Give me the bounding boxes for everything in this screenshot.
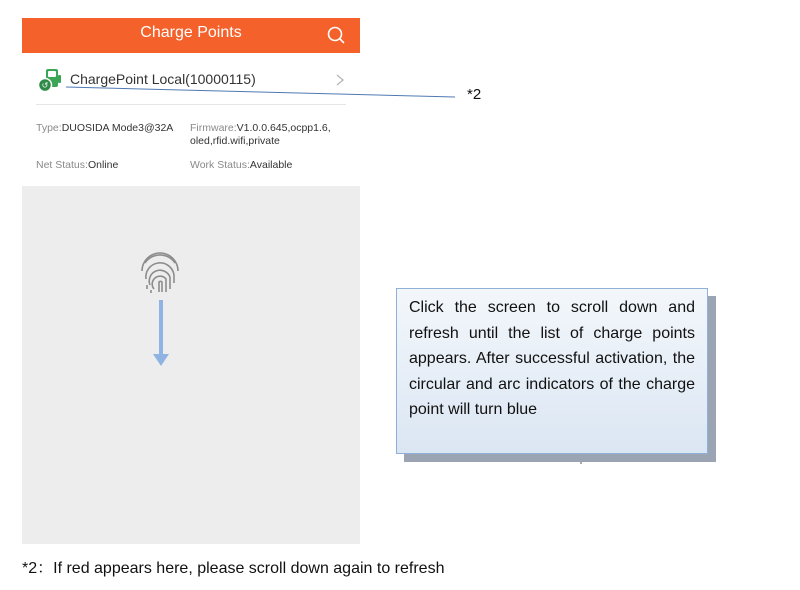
type-info bbox=[36, 122, 173, 135]
instruction-note: Click the screen to scroll down and refresh until the list of charge points appears. After successful activation, the circular and arc indicators of the charge point will turn blue bbox=[396, 288, 708, 454]
type-value: DUOSIDA Mode3@32A bbox=[61, 122, 174, 134]
net-status-info bbox=[36, 159, 118, 172]
chevron-right-icon bbox=[335, 73, 345, 87]
charge-point-name: ChargePoint Local(10000115) bbox=[70, 71, 256, 87]
svg-text:↺: ↺ bbox=[41, 81, 49, 90]
arrow-down-icon bbox=[153, 300, 169, 368]
firmware-label: Firmware: bbox=[190, 122, 237, 134]
work-status-value: Available bbox=[249, 159, 293, 171]
type-label: Type: bbox=[36, 122, 62, 134]
divider bbox=[36, 104, 346, 105]
firmware-value: V1.0.0.645,ocpp1.6, bbox=[236, 122, 331, 134]
app-header bbox=[22, 18, 360, 53]
work-status-label: Work Status: bbox=[190, 159, 250, 171]
work-status-info bbox=[190, 159, 292, 172]
app-screen bbox=[22, 18, 360, 544]
pull-to-refresh-area[interactable] bbox=[22, 186, 360, 544]
firmware-value-line2: oled,rfid.wifi,private bbox=[190, 135, 280, 147]
footnote: *2：If red appears here, please scroll down again to refresh bbox=[22, 560, 445, 577]
charge-point-list-item[interactable] bbox=[22, 62, 360, 102]
firmware-info bbox=[190, 122, 331, 148]
search-icon[interactable] bbox=[326, 25, 346, 45]
fingerprint-icon bbox=[137, 249, 183, 295]
net-status-label: Net Status: bbox=[36, 159, 88, 171]
callout-marker: *2 bbox=[467, 86, 482, 103]
charge-point-icon bbox=[37, 67, 63, 93]
page-title: Charge Points bbox=[140, 24, 242, 41]
net-status-value: Online bbox=[87, 159, 119, 171]
